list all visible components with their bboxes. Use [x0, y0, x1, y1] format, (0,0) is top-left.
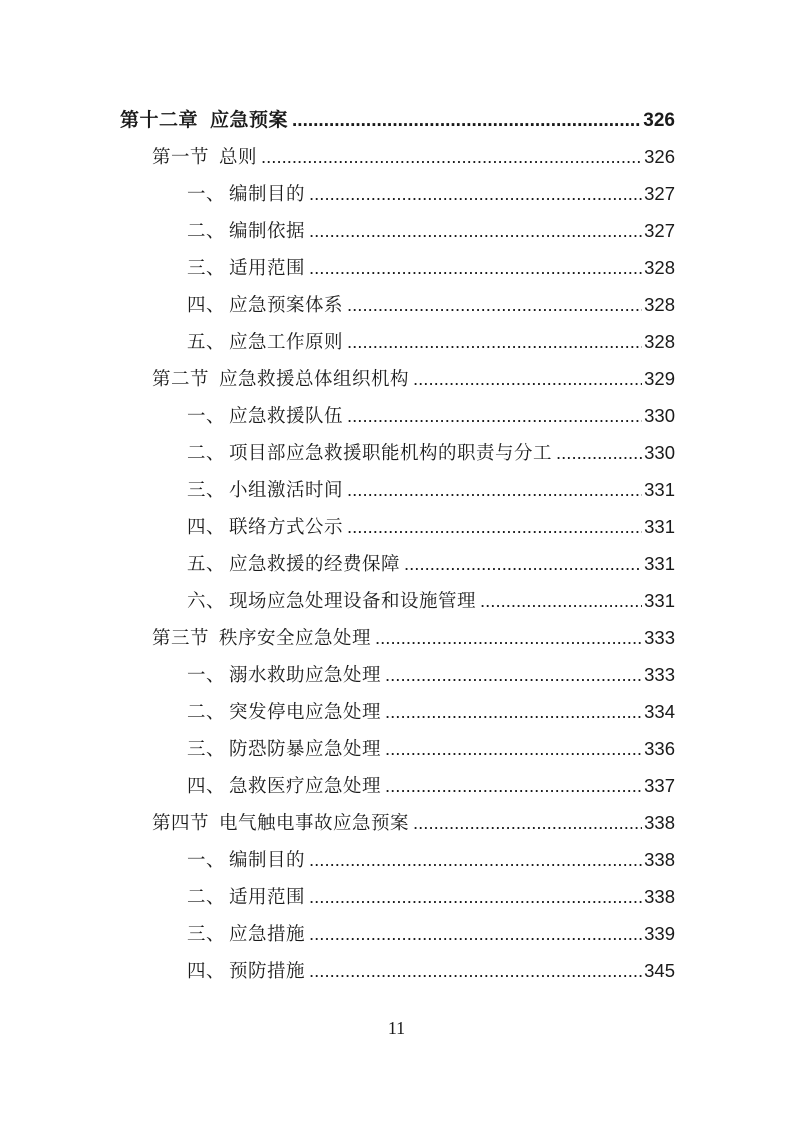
toc-entry-number: 四、: [187, 776, 226, 797]
toc-entry-item[interactable]: [187, 549, 675, 579]
toc-entry-title: 秩序安全应急处理: [219, 628, 372, 649]
toc-entry-title: 急救医疗应急处理: [229, 776, 382, 797]
toc-entry-title: 应急预案体系: [229, 295, 344, 316]
toc-leader-dots: [292, 106, 641, 136]
toc-entry-page: 331: [644, 516, 675, 537]
toc-entry-title: 小组激活时间: [229, 480, 344, 501]
toc-entry-page: 333: [644, 627, 675, 648]
toc-entry-number: 二、: [187, 443, 226, 464]
toc-entry-item[interactable]: [187, 438, 675, 468]
toc-entry-number: 一、: [187, 184, 226, 205]
toc-entry-page: 331: [644, 479, 675, 500]
toc-entry-title: 溺水救助应急处理: [229, 665, 382, 686]
toc-entry-title: 编制目的: [229, 184, 306, 205]
toc-entry-page: 338: [644, 886, 675, 907]
toc-entry-title: 应急救援总体组织机构: [219, 369, 410, 390]
toc-entry-title: 编制依据: [229, 221, 306, 242]
toc-entry-number: 二、: [187, 221, 226, 242]
toc-entry-item[interactable]: [187, 919, 675, 949]
toc-entry-item[interactable]: [187, 771, 675, 801]
toc-entry-page: 330: [644, 442, 675, 463]
toc-entry-title: 联络方式公示: [229, 517, 344, 538]
toc-entry-title: 电气触电事故应急预案: [219, 813, 410, 834]
toc-entry-chapter[interactable]: [120, 105, 675, 135]
toc-entry-number: 二、: [187, 887, 226, 908]
toc-leader-dots: [309, 216, 642, 246]
toc-leader-dots: [385, 771, 642, 801]
toc-entry-number: 五、: [187, 554, 226, 575]
toc-entry-number: 二、: [187, 702, 226, 723]
toc-entry-title: 防恐防暴应急处理: [229, 739, 382, 760]
toc-entry-title: 适用范围: [229, 887, 306, 908]
toc-leader-dots: [347, 327, 642, 357]
toc-entry-page: 333: [644, 664, 675, 685]
toc-entry-number: 一、: [187, 665, 226, 686]
toc-entry-item[interactable]: [187, 290, 675, 320]
toc-entry-item[interactable]: [187, 734, 675, 764]
toc-leader-dots: [309, 253, 642, 283]
toc-entry-item[interactable]: [187, 882, 675, 912]
toc-leader-dots: [375, 623, 642, 653]
toc-entry-number: 一、: [187, 406, 226, 427]
toc-entry-item[interactable]: [187, 697, 675, 727]
toc-entry-title: 应急工作原则: [229, 332, 344, 353]
toc-entry-item[interactable]: [187, 216, 675, 246]
toc-entry-title: 应急救援队伍: [229, 406, 344, 427]
toc-entry-title: 预防措施: [229, 961, 306, 982]
toc-entry-page: 334: [644, 701, 675, 722]
toc-entry-number: 第四节: [152, 813, 210, 834]
toc-entry-item[interactable]: [187, 956, 675, 986]
toc-entry-item[interactable]: [187, 327, 675, 357]
toc-entry-page: 328: [644, 294, 675, 315]
toc-leader-dots: [556, 438, 642, 468]
toc-entry-page: 328: [644, 257, 675, 278]
toc-entry-title: 总则: [219, 147, 258, 168]
toc-entry-item[interactable]: [187, 401, 675, 431]
toc-leader-dots: [385, 697, 642, 727]
toc-entry-page: 338: [644, 812, 675, 833]
toc-entry-item[interactable]: [187, 845, 675, 875]
toc-leader-dots: [309, 956, 642, 986]
toc-leader-dots: [347, 290, 642, 320]
toc-entry-page: 328: [644, 331, 675, 352]
toc-leader-dots: [385, 660, 642, 690]
toc-leader-dots: [347, 512, 642, 542]
toc-entry-number: 四、: [187, 961, 226, 982]
toc-entry-item[interactable]: [187, 660, 675, 690]
toc-entry-page: 330: [644, 405, 675, 426]
toc-entry-page: 337: [644, 775, 675, 796]
toc-entry-page: 327: [644, 220, 675, 241]
toc-leader-dots: [413, 808, 642, 838]
toc-entry-title: 现场应急处理设备和设施管理: [229, 591, 477, 612]
toc-entry-title: 适用范围: [229, 258, 306, 279]
toc-leader-dots: [480, 586, 642, 616]
toc-entry-title: 项目部应急救援职能机构的职责与分工: [229, 443, 553, 464]
page-number: 11: [387, 1018, 406, 1038]
toc-entry-page: 327: [644, 183, 675, 204]
toc-leader-dots: [309, 882, 642, 912]
toc-entry-title: 应急救援的经费保障: [229, 554, 401, 575]
toc-entry-number: 第二节: [152, 369, 210, 390]
toc-leader-dots: [347, 401, 642, 431]
toc-entry-section[interactable]: [152, 364, 675, 394]
toc-entry-section[interactable]: [152, 623, 675, 653]
toc-entry-item[interactable]: [187, 586, 675, 616]
toc-entry-number: 第一节: [152, 147, 210, 168]
toc-entry-title: 应急措施: [229, 924, 306, 945]
toc-entry-page: 338: [644, 849, 675, 870]
toc-entry-number: 四、: [187, 295, 226, 316]
toc-entry-number: 三、: [187, 924, 226, 945]
toc-entry-number: 三、: [187, 258, 226, 279]
toc-leader-dots: [347, 475, 642, 505]
toc-entry-item[interactable]: [187, 253, 675, 283]
toc-entry-section[interactable]: [152, 142, 675, 172]
toc-entry-page: 331: [644, 590, 675, 611]
toc-entry-number: 一、: [187, 850, 226, 871]
toc-entry-page: 326: [643, 110, 675, 131]
toc-entry-page: 339: [644, 923, 675, 944]
toc-leader-dots: [413, 364, 642, 394]
toc-leader-dots: [309, 845, 642, 875]
toc-entry-section[interactable]: [152, 808, 675, 838]
toc-entry-item[interactable]: [187, 475, 675, 505]
toc-entry-number: 六、: [187, 591, 226, 612]
toc-leader-dots: [261, 142, 642, 172]
toc-entry-page: 331: [644, 553, 675, 574]
toc-entry-page: 336: [644, 738, 675, 759]
toc-entry-title: 突发停电应急处理: [229, 702, 382, 723]
toc-entry-number: 第十二章: [120, 109, 199, 131]
toc-entry-page: 345: [644, 960, 675, 981]
toc-entry-page: 326: [644, 146, 675, 167]
toc-leader-dots: [309, 919, 642, 949]
toc-entry-number: 五、: [187, 332, 226, 353]
toc-entry-title: 编制目的: [229, 850, 306, 871]
toc-leader-dots: [385, 734, 642, 764]
toc-entry-number: 四、: [187, 517, 226, 538]
toc-leader-dots: [404, 549, 642, 579]
toc-entry-number: 三、: [187, 480, 226, 501]
toc-entry-page: 329: [644, 368, 675, 389]
toc-entry-number: 第三节: [152, 628, 210, 649]
toc-entry-title: 应急预案: [210, 109, 289, 131]
toc-leader-dots: [309, 179, 642, 209]
toc-entry-item[interactable]: [187, 179, 675, 209]
toc-entry-number: 三、: [187, 739, 226, 760]
toc-entry-item[interactable]: [187, 512, 675, 542]
